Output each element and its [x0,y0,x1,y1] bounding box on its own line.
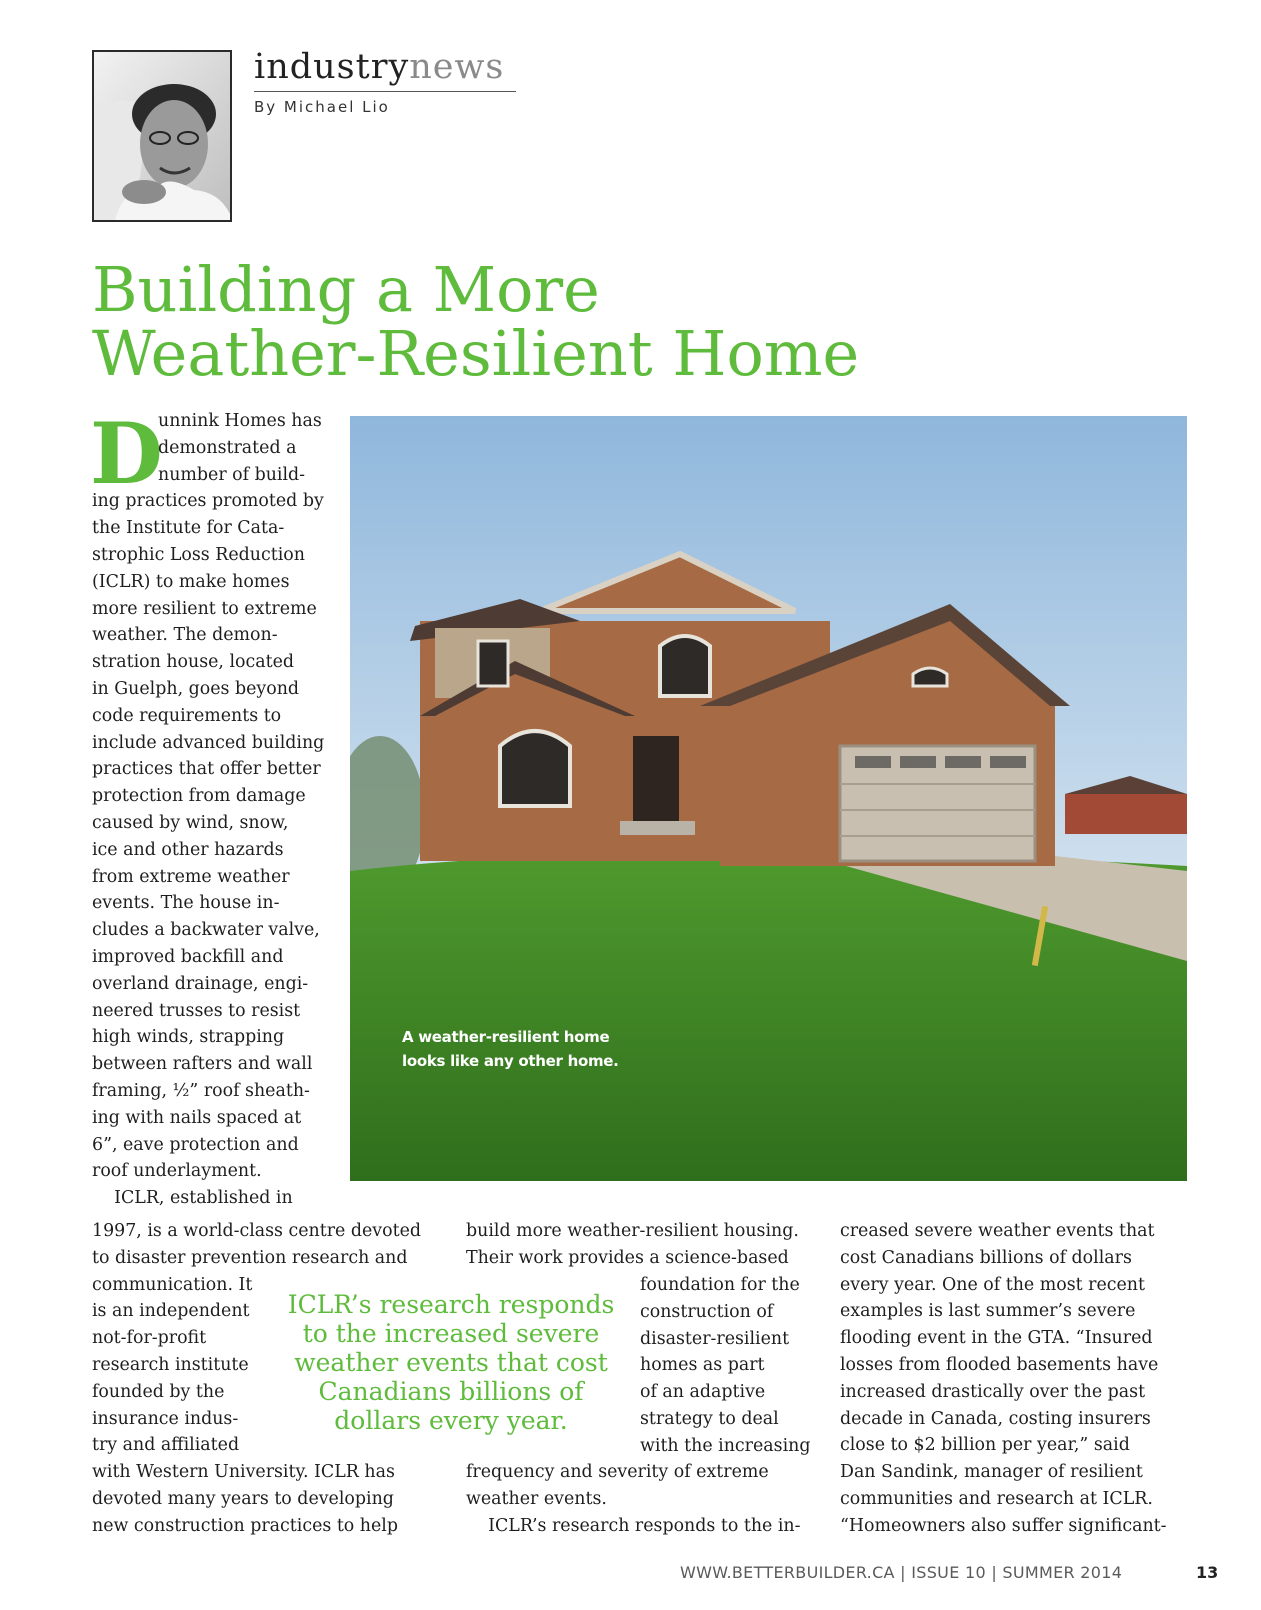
pull-quote-line: Canadians billions of [318,1377,584,1406]
pull-quote-line: ICLR’s research responds [287,1290,615,1319]
text-line: every year. One of the most recent [840,1274,1145,1295]
headline [92,253,992,390]
text-line: between rafters and wall [92,1054,313,1075]
text-line: increased drastically over the past [840,1381,1146,1402]
text-line: try and affiliated [92,1435,240,1456]
text-line: 1997, is a world-class centre devoted [92,1221,421,1241]
text-line: decade in Canada, costing insurers [840,1408,1151,1429]
photo-caption-line-2: looks like any other home. [402,1052,619,1070]
text-line: with Western University. ICLR has [92,1462,395,1483]
text-line: ICLR’s research responds to the in- [466,1515,801,1536]
text-line: homes as part [640,1355,765,1376]
section-label [254,44,504,90]
text-line: neered trusses to resist [92,1000,301,1021]
column-1-upper [90,404,325,1212]
text-line: framing, ½” roof sheath- [92,1080,310,1101]
text-line: build more weather-resilient housing. [466,1221,799,1241]
text-line: ICLR, established in [92,1188,293,1209]
text-line: foundation for the [640,1275,800,1295]
text-line: roof underlayment. [92,1161,262,1182]
text-line: from extreme weather [92,866,290,887]
column-2-bottom [466,1459,800,1539]
text-line: weather. The demon- [92,625,278,646]
text-line: cludes a backwater valve, [92,920,320,941]
text-line: with the increasing [640,1435,811,1456]
text-line: in Guelph, goes beyond [92,678,300,699]
text-line: communication. It [92,1274,253,1295]
pull-quote-line: weather events that cost [294,1348,608,1377]
headline-line-2: Weather-Resilient Home [92,317,860,390]
text-line: Their work provides a science-based [466,1247,789,1268]
text-line: is an independent [92,1301,250,1322]
text-line: stration house, located [92,652,295,673]
text-line: strophic Loss Reduction [92,544,305,565]
page-number: 13 [1196,1563,1219,1582]
text-line: protection from damage [92,786,306,807]
text-line: cost Canadians billions of dollars [840,1247,1132,1268]
text-line: research institute [92,1354,249,1375]
text-line: high winds, strapping [92,1027,285,1048]
text-line: close to $2 billion per year,” said [840,1435,1130,1456]
text-line: disaster-resilient [640,1328,790,1349]
text-line: improved backfill and [92,946,284,967]
text-line: ing with nails spaced at [92,1107,302,1128]
text-line: events. The house in- [92,893,280,914]
author-photo [92,50,232,222]
footer-text: WWW.BETTERBUILDER.CA | ISSUE 10 | SUMMER 2014 [680,1563,1123,1582]
text-line: flooding event in the GTA. “Insured [840,1328,1153,1349]
text-line: overland drainage, engi- [92,973,309,994]
text-line: Dan Sandink, manager of resilient [840,1462,1143,1483]
text-line: 6”, eave protection and [92,1134,299,1155]
text-line: weather events. [466,1488,607,1509]
text-line: examples is last summer’s severe [840,1301,1136,1322]
text-line: creased severe weather events that [840,1221,1155,1241]
text-line: demonstrated a [158,437,297,458]
text-line: number of build- [158,464,306,485]
section-label-light: news [409,47,505,87]
text-line: code requirements to [92,705,282,726]
text-line: insurance indus- [92,1408,239,1429]
text-line: caused by wind, snow, [92,812,289,833]
text-line: “Homeowners also suffer significant- [840,1515,1167,1536]
pull-quote-line: dollars every year. [334,1406,568,1435]
photo-caption-line-1: A weather-resilient home [402,1028,610,1046]
photo-caption [402,1025,642,1073]
text-line: founded by the [92,1381,225,1402]
text-line: (ICLR) to make homes [92,571,290,592]
text-line: construction of [640,1301,774,1322]
text-line: new construction practices to help [92,1515,398,1536]
text-line: of an adaptive [640,1382,766,1403]
text-line: frequency and severity of extreme [466,1462,769,1482]
text-line: ing practices promoted by [92,491,324,512]
author-portrait-image [94,52,232,222]
text-line: the Institute for Cata- [92,518,285,539]
text-line: more resilient to extreme [92,598,317,619]
byline: By Michael Lio [254,98,390,116]
column-2-right [640,1272,810,1460]
text-line: ice and other hazards [92,839,284,860]
text-line: communities and research at ICLR. [840,1488,1153,1509]
column-2-top [466,1218,799,1272]
text-line: to disaster prevention research and [92,1247,408,1268]
text-line: strategy to deal [640,1408,779,1429]
pull-quote [286,1290,616,1435]
drop-cap: D [90,404,163,503]
column-3 [840,1218,1167,1540]
section-rule [254,91,516,92]
text-line: include advanced building [92,732,325,753]
section-label-bold: industry [254,47,410,87]
text-line: practices that offer better [92,759,321,780]
pull-quote-line: to the increased severe [302,1319,600,1348]
text-line: unnink Homes has [158,411,322,431]
text-line: devoted many years to developing [92,1488,394,1509]
text-line: losses from flooded basements have [840,1354,1159,1375]
headline-line-1: Building a More [92,253,600,326]
text-line: not-for-profit [92,1328,207,1349]
